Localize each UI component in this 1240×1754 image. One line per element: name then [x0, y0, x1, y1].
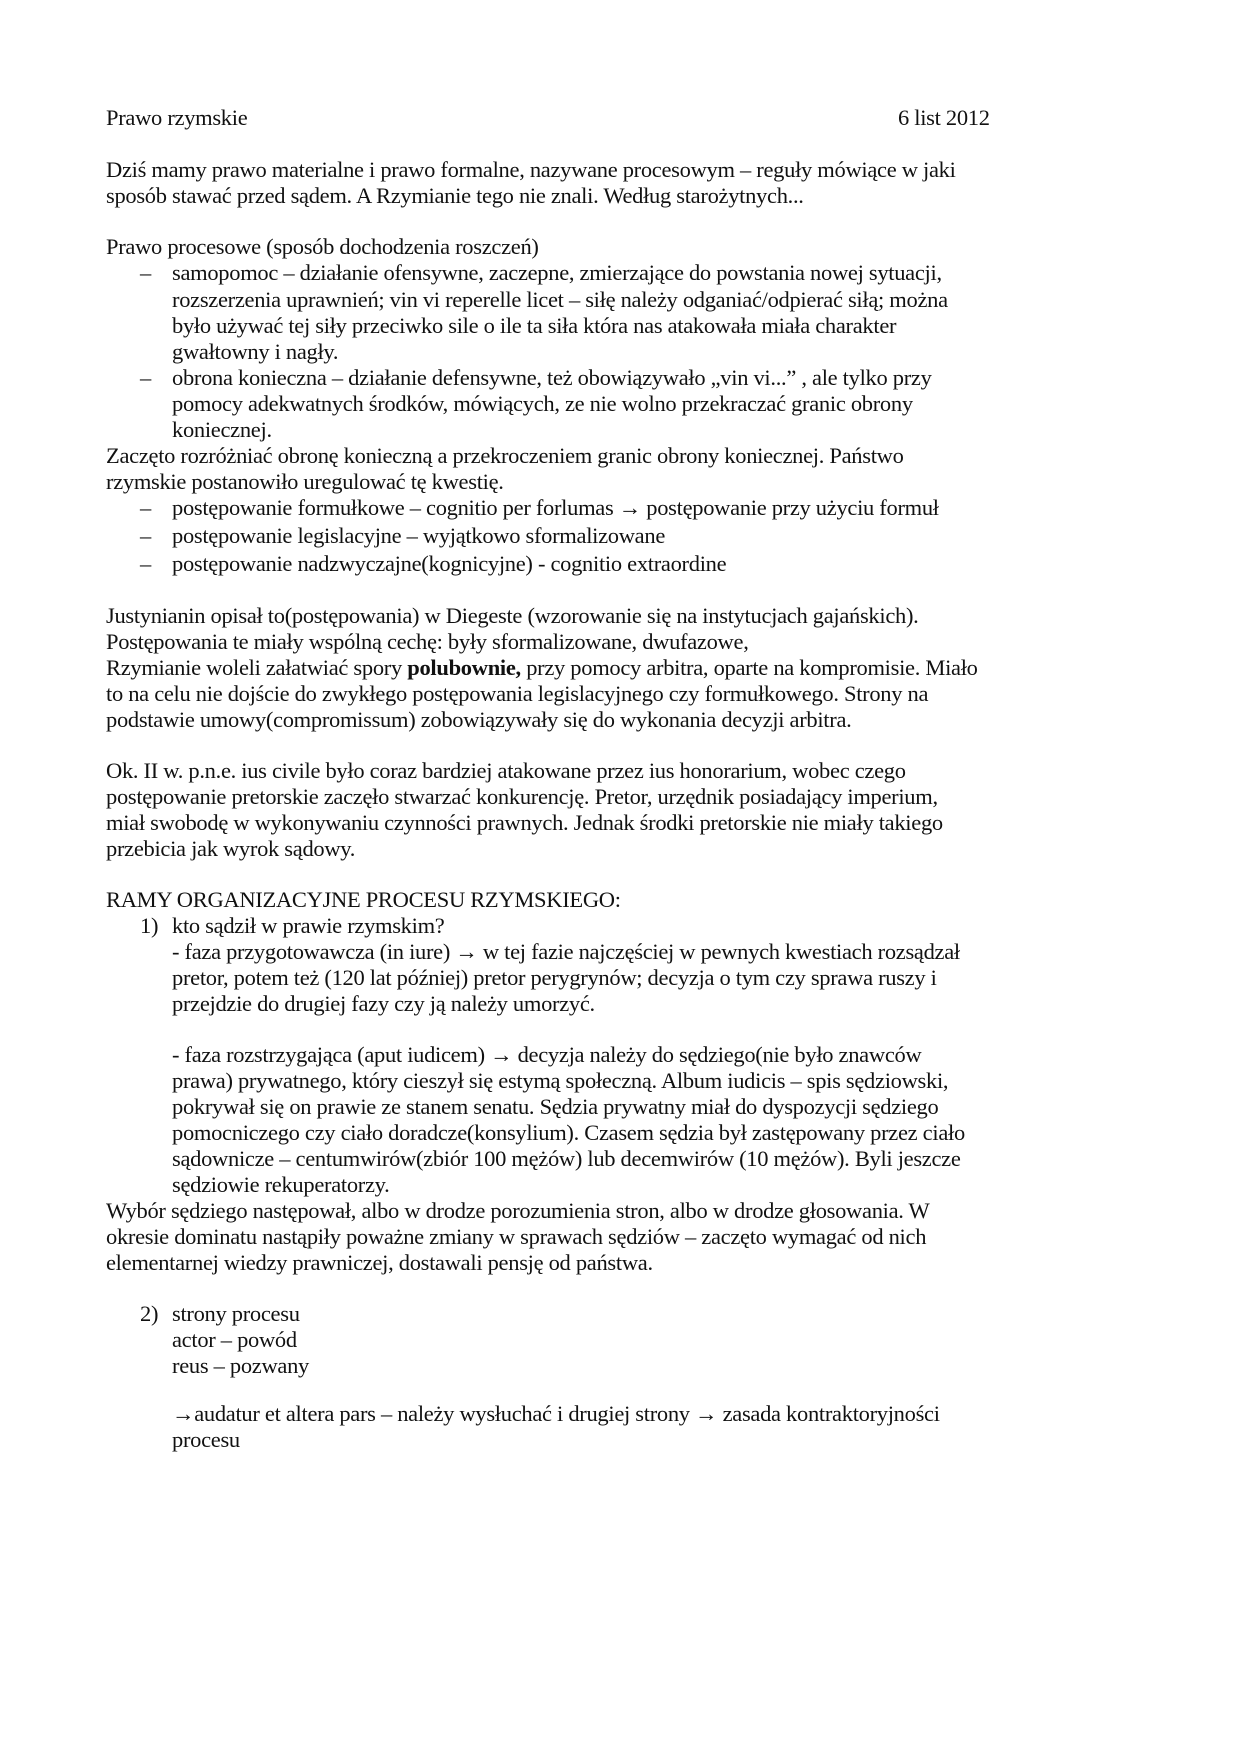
- faza-przygotowawcza-line-3: przejdzie do drugiej fazy czy ją należy umorzyć.: [172, 991, 595, 1016]
- bullet-obrona-line-2: pomocy adekwatnych środków, mówiących, ze nie wolno przekraczać granic obrony: [172, 391, 913, 416]
- intro-line-2: sposób stawać przed sądem. A Rzymianie tego nie znali. Według starożytnych...: [106, 183, 804, 208]
- type-formulkowe: postępowanie formułkowe – cognitio per forlumas → postępowanie przy użyciu formuł: [172, 495, 939, 520]
- ramy-item-2-title: strony procesu: [172, 1301, 300, 1326]
- strona-actor: actor – powód: [172, 1327, 297, 1352]
- bullet-samopomoc-line-2: rozszerzenia uprawnień; vin vi reperelle licet – siłę należy odganiać/odpierać siłą; można: [172, 287, 948, 312]
- justynian-line-5: podstawie umowy(compromissum) zobowiązywały się do wykonania decyzji arbitra.: [106, 707, 852, 732]
- faza-rozstrzygajaca-line-6: sędziowie rekuperatorzy.: [172, 1172, 390, 1197]
- list-number: 2): [140, 1301, 159, 1326]
- bullet-samopomoc-line-4: gwałtowny i nagły.: [172, 339, 339, 364]
- bullet-samopomoc-line-1: samopomoc – działanie ofensywne, zaczepne, zmierzające do powstania nowej sytuacji,: [172, 260, 942, 285]
- bullet-samopomoc-line-3: było używać tej siły przeciwko sile o ile ta siła która nas atakowała miała charakter: [172, 313, 897, 338]
- ius-line-3: miał swobodę w wykonywaniu czynności prawnych. Jednak środki pretorskie nie miały takiego: [106, 810, 943, 835]
- wybor-line-2: okresie dominatu nastąpiły poważne zmiany w sprawach sędziów – zaczęto wymagać od nich: [106, 1224, 927, 1249]
- bullet-obrona-line-3: koniecznej.: [172, 417, 272, 442]
- document-date: 6 list 2012: [898, 105, 990, 130]
- faza-przygotowawcza-line-2: pretor, potem też (120 lat później) pretor perygrynów; decyzja o tym czy sprawa ruszy i: [172, 965, 937, 990]
- ramy-item-1-title: kto sądził w prawie rzymskim?: [172, 913, 445, 938]
- bullet-dash: –: [140, 523, 151, 548]
- faza-rozstrzygajaca-line-3: pokrywał się on prawie ze stanem senatu. Sędzia prywatny miał do dyspozycji sędziego: [172, 1094, 939, 1119]
- justynian-line-1: Justynianin opisał to(postępowania) w Diegeste (wzorowanie się na instytucjach gajańskich).: [106, 603, 919, 628]
- faza-rozstrzygajaca-line-5: sądownicze – centumwirów(zbiór 100 mężów) lub decemwirów (10 mężów). Byli jeszcze: [172, 1146, 961, 1171]
- wybor-line-1: Wybór sędziego następował, albo w drodze porozumienia stron, albo w drodze głosowania. W: [106, 1198, 930, 1223]
- section-heading-ramy: RAMY ORGANIZACYJNE PROCESU RZYMSKIEGO:: [106, 887, 621, 912]
- ius-line-2: postępowanie pretorskie zaczęło stwarzać konkurencję. Pretor, urzędnik posiadający imperium,: [106, 784, 938, 809]
- text-run: Rzymianie woleli załatwiać spory: [106, 655, 408, 680]
- type-nadzwyczajne: postępowanie nadzwyczajne(kognicyjne) - cognitio extraordine: [172, 551, 727, 576]
- bullet-dash: –: [140, 365, 151, 390]
- audiatur-line-2: procesu: [172, 1427, 240, 1452]
- bullet-obrona-line-1: obrona konieczna – działanie defensywne, też obowiązywało „vin vi...” , ale tylko przy: [172, 365, 932, 390]
- audiatur-line-1: →audatur et altera pars – należy wysłuchać i drugiej strony → zasada kontraktoryjności: [172, 1401, 940, 1426]
- paragraph-rozrozniac-line-1: Zaczęto rozróżniać obronę konieczną a przekroczeniem granic obrony koniecznej. Państwo: [106, 443, 904, 468]
- list-number: 1): [140, 913, 159, 938]
- ius-line-1: Ok. II w. p.n.e. ius civile było coraz bardziej atakowane przez ius honorarium, wobec czego: [106, 758, 906, 783]
- type-legislacyjne: postępowanie legislacyjne – wyjątkowo sformalizowane: [172, 523, 666, 548]
- strona-reus: reus – pozwany: [172, 1353, 310, 1378]
- faza-rozstrzygajaca-line-2: prawa) prywatnego, który cieszył się estymą społeczną. Album iudicis – spis sędziowski,: [172, 1068, 949, 1093]
- faza-rozstrzygajaca-line-1: - faza rozstrzygająca (aput iudicem) → decyzja należy do sędziego(nie było znawców: [172, 1042, 922, 1067]
- ius-line-4: przebicia jak wyrok sądowy.: [106, 836, 356, 861]
- document-title: Prawo rzymskie: [106, 105, 248, 130]
- justynian-line-2: Postępowania te miały wspólną cechę: były sformalizowane, dwufazowe,: [106, 629, 749, 654]
- justynian-line-3: [106, 654, 978, 682]
- faza-rozstrzygajaca-line-4: pomocniczego czy ciało doradcze(konsylium). Czasem sędzia był zastępowany przez ciało: [172, 1120, 965, 1145]
- bold-term-polubownie: polubownie,: [407, 655, 521, 680]
- intro-line-1: Dziś mamy prawo materialne i prawo formalne, nazywane procesowym – reguły mówiące w jaki: [106, 157, 956, 182]
- justynian-line-4: to na celu nie dojście do zwykłego postępowania legislacyjnego czy formułkowego. Strony na: [106, 681, 929, 706]
- paragraph-rozrozniac-line-2: rzymskie postanowiło uregulować tę kwestię.: [106, 469, 504, 494]
- text-run: przy pomocy arbitra, oparte na kompromisie. Miało: [520, 655, 978, 680]
- bullet-dash: –: [140, 260, 151, 285]
- bullet-dash: –: [140, 551, 151, 576]
- wybor-line-3: elementarnej wiedzy prawniczej, dostawali pensję od państwa.: [106, 1250, 653, 1275]
- section-heading-procesowe: Prawo procesowe (sposób dochodzenia roszczeń): [106, 234, 539, 259]
- bullet-dash: –: [140, 495, 151, 520]
- faza-przygotowawcza-line-1: - faza przygotowawcza (in iure) → w tej fazie najczęściej w pewnych kwestiach rozsądzał: [172, 939, 960, 964]
